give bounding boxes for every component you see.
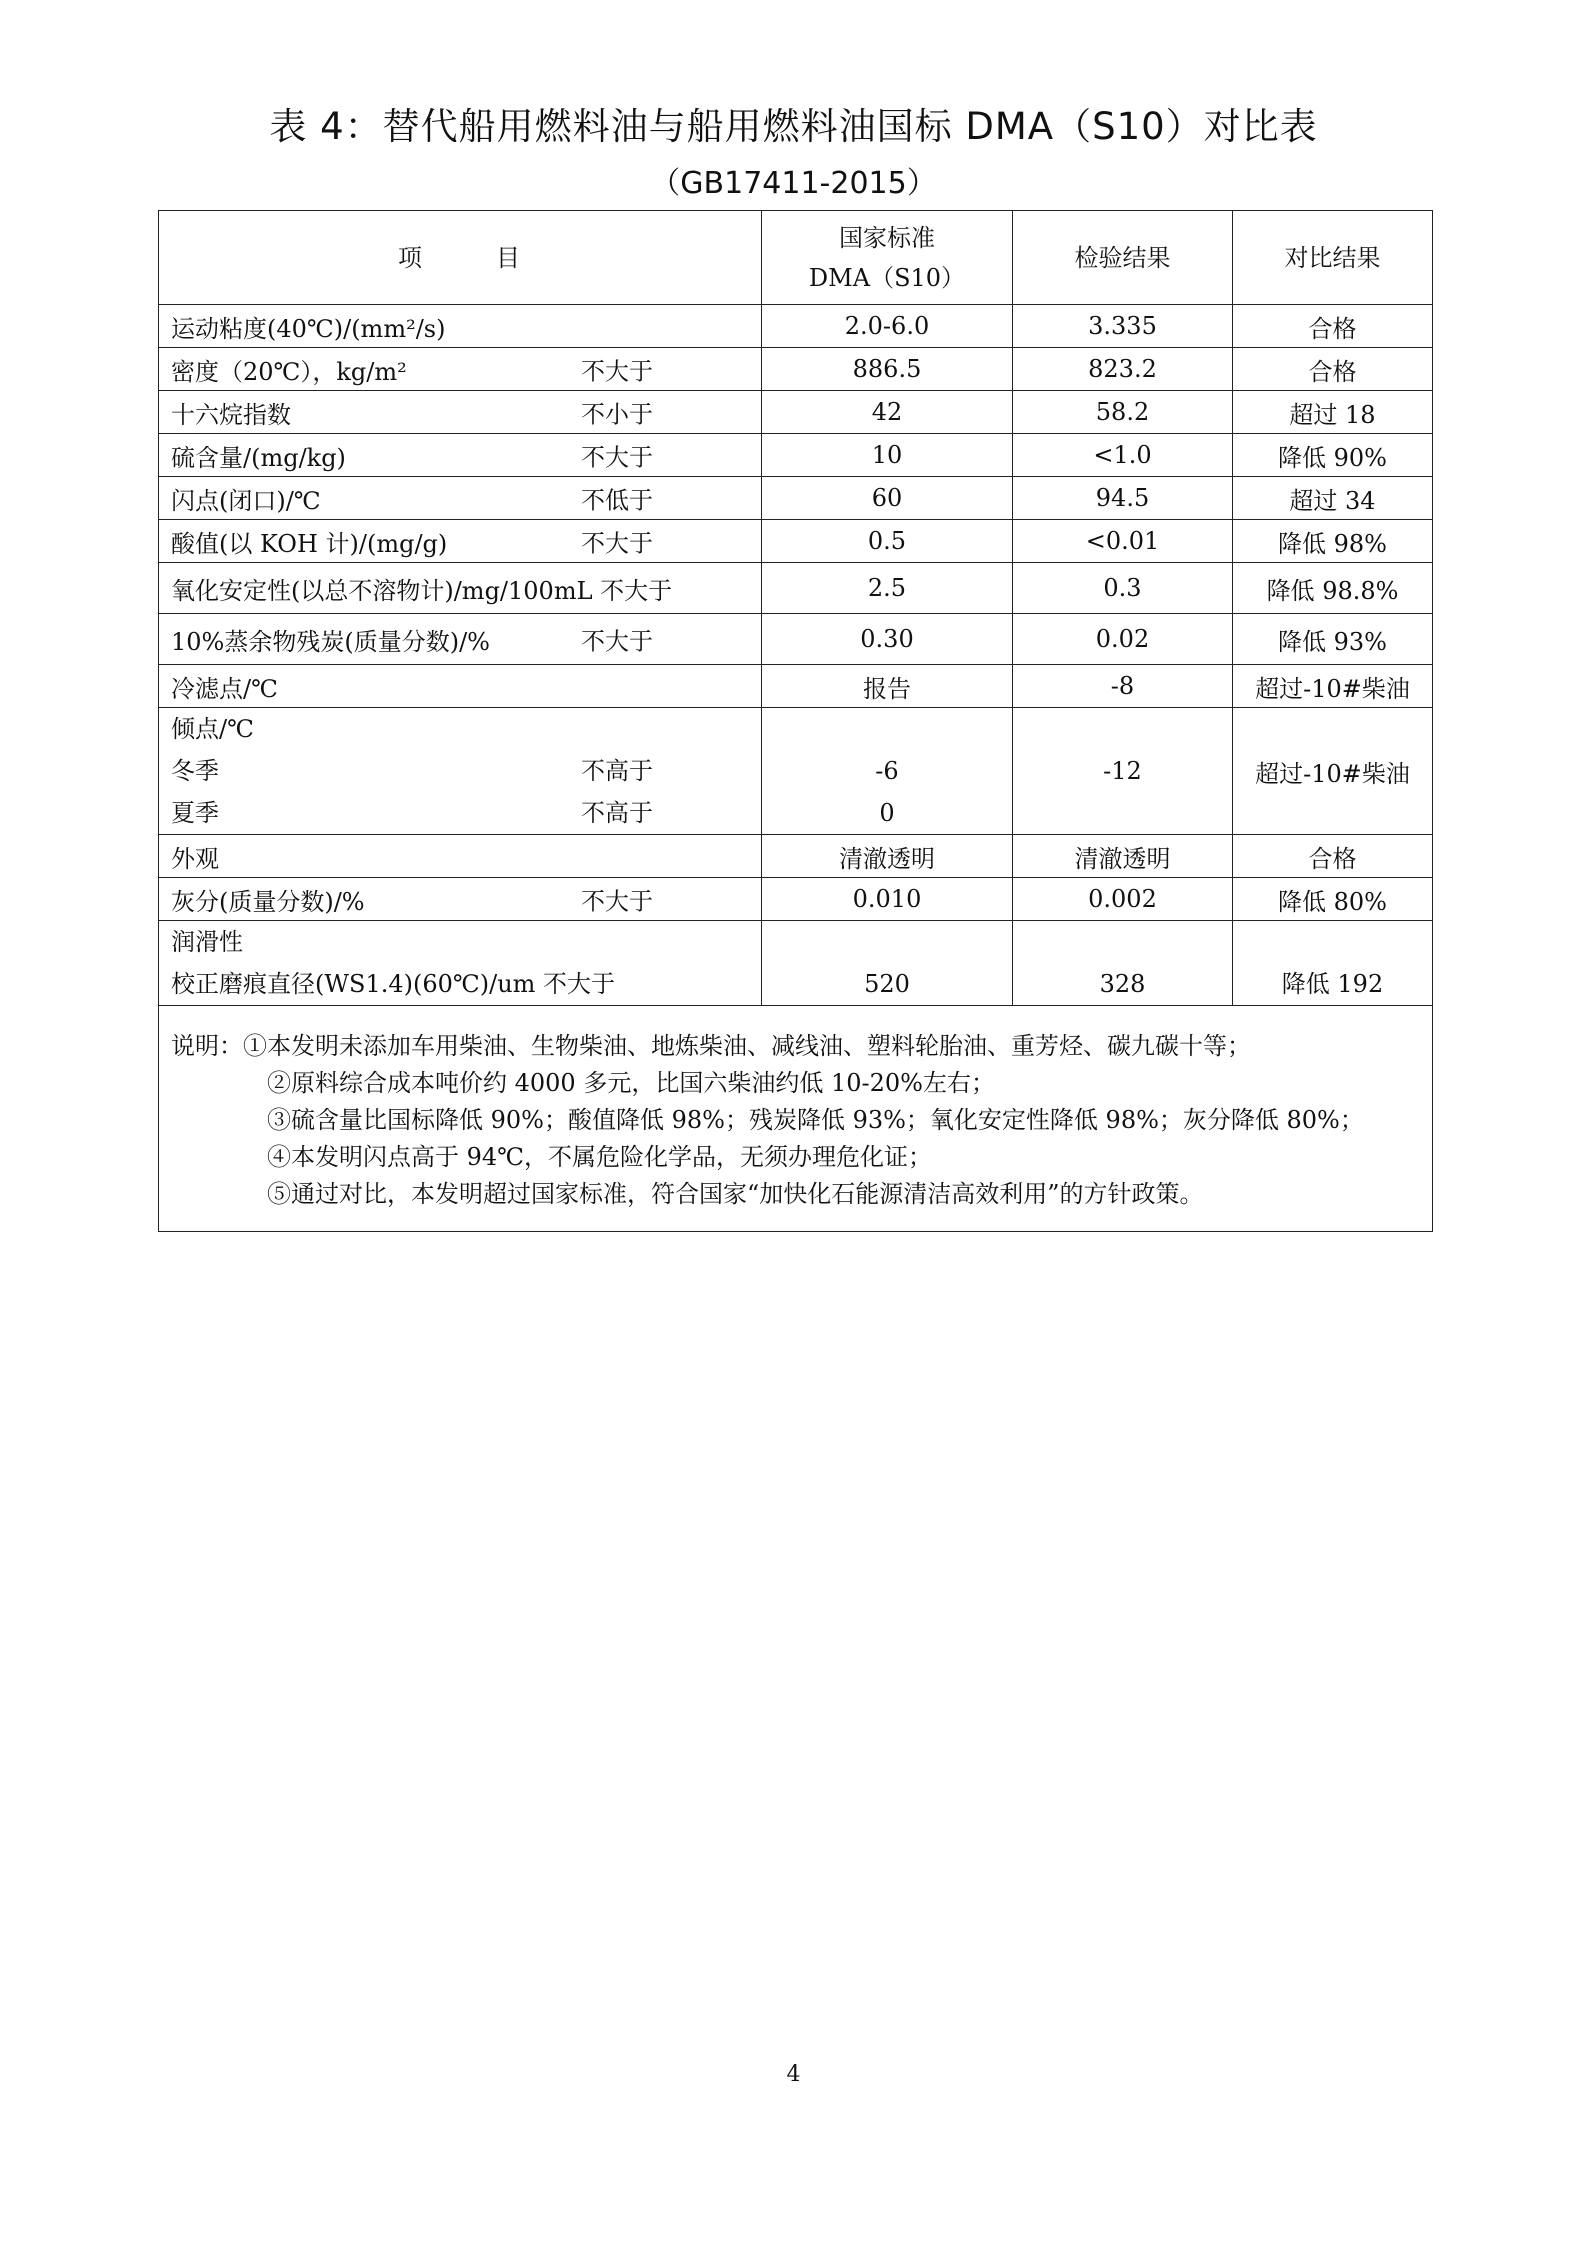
page-number: 4 <box>786 2062 801 2087</box>
row-standard: 清澈透明 <box>762 835 1013 878</box>
row-comparison: 降低 90% <box>1233 434 1433 477</box>
row-result: 0.002 <box>1013 878 1233 921</box>
row-result: 94.5 <box>1013 477 1233 520</box>
comparison-table <box>158 210 1433 1232</box>
note-item: ①本发明未添加车用柴油、生物柴油、地炼柴油、减线油、塑料轮胎油、重芳烃、碳九碳十等； <box>243 1032 1251 1060</box>
row-item: 外观 <box>159 835 762 878</box>
row-comparison: 降低 98.8% <box>1233 563 1433 614</box>
table-row <box>159 477 1433 520</box>
row-standard: 0.30 <box>762 614 1013 665</box>
row-comparison: 合格 <box>1233 348 1433 391</box>
table-row <box>159 878 1433 921</box>
row-item: 密度（20℃），kg/m² 不大于 <box>159 348 762 391</box>
note-item: ②原料综合成本吨价约 4000 多元，比国六柴油约低 10-20%左右； <box>267 1069 995 1097</box>
table-row <box>159 348 1433 391</box>
table-row <box>159 391 1433 434</box>
row-comparison: 超过 34 <box>1233 477 1433 520</box>
row-item: 酸值(以 KOH 计)/(mg/g) 不大于 <box>159 520 762 563</box>
row-result: <0.01 <box>1013 520 1233 563</box>
table-row <box>159 305 1433 348</box>
row-result: 3.335 <box>1013 305 1233 348</box>
note-item: ⑤通过对比，本发明超过国家标准，符合国家“加快化石能源清洁高效利用”的方针政策。 <box>267 1180 1204 1208</box>
row-standard: -6 0 <box>762 708 1013 835</box>
row-item: 氧化安定性(以总不溶物计)/mg/100mL 不大于 <box>159 563 762 614</box>
row-standard: 42 <box>762 391 1013 434</box>
table-row <box>159 665 1433 708</box>
row-result: 58.2 <box>1013 391 1233 434</box>
notes-label: 说明： <box>171 1032 243 1060</box>
row-result: 清澈透明 <box>1013 835 1233 878</box>
header-standard: 国家标准 DMA（S10） <box>762 211 1013 305</box>
notes-block <box>159 1006 1433 1232</box>
row-result: 823.2 <box>1013 348 1233 391</box>
row-result: -8 <box>1013 665 1233 708</box>
table-row <box>159 835 1433 878</box>
row-item: 倾点/℃ 冬季 不高于 夏季 不高于 <box>159 708 762 835</box>
table-header-row <box>159 211 1433 305</box>
table-row <box>159 614 1433 665</box>
table-row <box>159 520 1433 563</box>
row-item: 润滑性 校正磨痕直径(WS1.4)(60℃)/um 不大于 <box>159 921 762 1006</box>
header-result: 检验结果 <box>1013 211 1233 305</box>
row-standard: 0.010 <box>762 878 1013 921</box>
row-standard: 2.5 <box>762 563 1013 614</box>
row-standard: 2.0-6.0 <box>762 305 1013 348</box>
row-standard: 报告 <box>762 665 1013 708</box>
row-standard: 520 <box>762 921 1013 1006</box>
row-result: <1.0 <box>1013 434 1233 477</box>
row-comparison: 降低 93% <box>1233 614 1433 665</box>
row-comparison: 超过-10#柴油 <box>1233 708 1433 835</box>
row-standard: 10 <box>762 434 1013 477</box>
row-comparison: 合格 <box>1233 305 1433 348</box>
table-row <box>159 563 1433 614</box>
notes-row <box>159 1006 1433 1232</box>
row-item: 冷滤点/℃ <box>159 665 762 708</box>
header-comparison: 对比结果 <box>1233 211 1433 305</box>
row-standard: 886.5 <box>762 348 1013 391</box>
row-standard: 0.5 <box>762 520 1013 563</box>
row-comparison: 合格 <box>1233 835 1433 878</box>
row-item: 闪点(闭口)/℃ 不低于 <box>159 477 762 520</box>
row-comparison: 降低 80% <box>1233 878 1433 921</box>
document-subtitle: （GB17411-2015） <box>650 166 937 201</box>
header-item: 项 目 <box>159 211 762 305</box>
row-comparison: 降低 98% <box>1233 520 1433 563</box>
note-item: ③硫含量比国标降低 90%；酸值降低 98%；残炭降低 93%；氧化安定性降低 98%；灰分降低 80%； <box>267 1106 1364 1134</box>
row-comparison: 超过-10#柴油 <box>1233 665 1433 708</box>
row-comparison: 超过 18 <box>1233 391 1433 434</box>
table-row-pour-point <box>159 708 1433 835</box>
row-result: 328 <box>1013 921 1233 1006</box>
row-item: 10%蒸余物残炭(质量分数)/% 不大于 <box>159 614 762 665</box>
row-comparison: 降低 192 <box>1233 921 1433 1006</box>
row-result: -12 <box>1013 708 1233 835</box>
document-title: 表 4：替代船用燃料油与船用燃料油国标 DMA（S10）对比表 <box>269 105 1318 148</box>
row-item: 运动粘度(40℃)/(mm²/s) <box>159 305 762 348</box>
row-standard: 60 <box>762 477 1013 520</box>
note-item: ④本发明闪点高于 94℃，不属危险化学品，无须办理危化证； <box>267 1143 933 1171</box>
row-item: 硫含量/(mg/kg) 不大于 <box>159 434 762 477</box>
row-item: 十六烷指数 不小于 <box>159 391 762 434</box>
row-result: 0.02 <box>1013 614 1233 665</box>
row-result: 0.3 <box>1013 563 1233 614</box>
table-row <box>159 434 1433 477</box>
table-row-lubricity <box>159 921 1433 1006</box>
row-item: 灰分(质量分数)/% 不大于 <box>159 878 762 921</box>
